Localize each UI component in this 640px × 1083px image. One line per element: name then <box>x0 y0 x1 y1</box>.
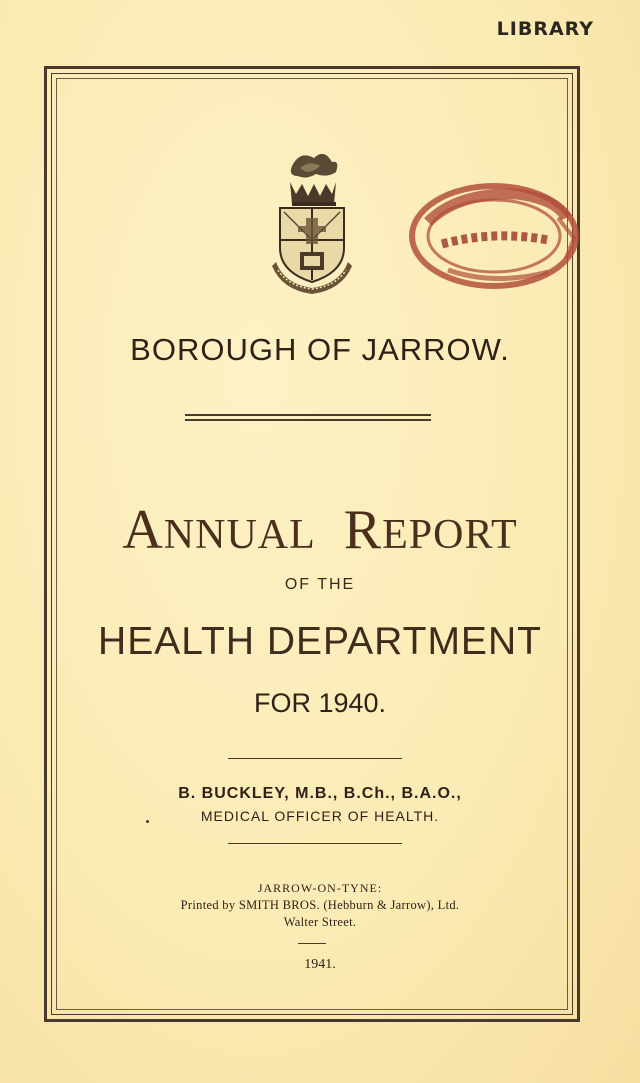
author-role: MEDICAL OFFICER OF HEALTH. <box>200 808 440 824</box>
rule-short <box>298 943 326 944</box>
of-the-line: OF THE <box>284 576 356 593</box>
ink-dot <box>146 820 149 823</box>
department-heading: HEALTH DEPARTMENT <box>98 620 542 663</box>
imprint-place: JARROW-ON-TYNE: <box>257 881 383 895</box>
title-report-rest: EPORT <box>382 512 518 558</box>
library-seal-icon <box>398 178 580 296</box>
title-initial-r: R <box>343 499 383 561</box>
rule-lower <box>228 843 402 844</box>
double-rule-top <box>185 414 431 416</box>
author-name: B. BUCKLEY, M.B., B.Ch., B.A.O., <box>178 785 462 802</box>
title-annual-rest: NNUAL <box>163 512 316 558</box>
rule-upper <box>228 758 402 759</box>
double-rule-bottom <box>185 419 431 421</box>
borough-crest-icon <box>270 148 354 300</box>
library-stamp: LIBRARY <box>496 18 594 40</box>
title-initial-a: A <box>122 499 164 561</box>
imprint-street: Walter Street. <box>283 915 357 929</box>
imprint-printer: Printed by SMITH BROS. (Hebburn & Jarrow), Ltd. <box>180 898 460 912</box>
report-title <box>0 498 640 562</box>
publication-year: 1941. <box>304 957 336 972</box>
report-year: FOR 1940. <box>253 688 387 718</box>
borough-heading: BOROUGH OF JARROW. <box>130 332 510 367</box>
